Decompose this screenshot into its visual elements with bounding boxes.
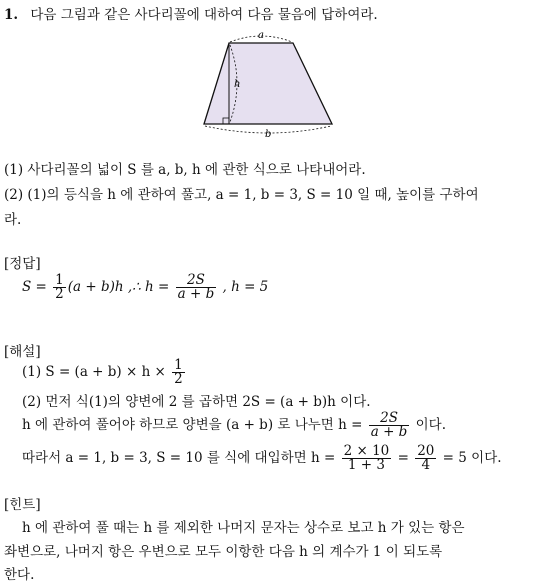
trapezoid-figure — [196, 28, 340, 140]
answer-heading: [정답] — [4, 256, 41, 272]
solution-heading: [해설] — [4, 344, 41, 360]
hint-line3: 한다. — [4, 567, 35, 583]
solution-line2: (2) 먼저 식(1)의 양변에 2 를 곱하면 2S = (a + b)h 이다. — [22, 394, 371, 410]
problem-intro: 다음 그림과 같은 사다리꼴에 대하여 다음 물음에 답하여라. — [30, 7, 378, 23]
solution-half-fraction: $\frac{1}{2}$ — [174, 357, 183, 387]
problem-number: 1. — [4, 7, 19, 23]
label-b: b — [265, 129, 272, 140]
problem-statement — [4, 6, 378, 24]
trapezoid-shape — [204, 43, 332, 124]
answer-expr2: , h = 5 — [222, 279, 269, 295]
question-1: (1) 사다리꼴의 넓이 S 를 a, b, h 에 관한 식으로 나타내어라. — [4, 162, 366, 178]
solution-line1: (1) S = (a + b) × h × $\frac{1}{2}$ — [22, 357, 183, 387]
solution-fraction-1: $\frac{2 \times 10}{1 + 3}$ — [343, 443, 390, 473]
answer-half-fraction: $\frac{1}{2}$ — [55, 272, 64, 302]
question-2-line2: 라. — [4, 212, 22, 228]
solution-fraction-2: $\frac{20}{4}$ — [417, 443, 435, 473]
solution-line4: 따라서 a = 1, b = 3, S = 10 를 식에 대입하면 h = $\frac{2 \times 10}{1 + 3}$ = $\frac{20}{4}$ = 5 이다. — [22, 443, 502, 473]
hint-heading: [힌트] — [4, 497, 41, 513]
answer-lhs: S = — [22, 279, 47, 295]
solution-line3: h 에 관하여 풀어야 하므로 양변을 (a + b) 로 나누면 h = $\frac{2S}{a + b}$ 이다. — [22, 410, 446, 440]
answer-expr1: (a + b)h ,∴ h = — [67, 279, 170, 295]
hint-line2: 좌변으로, 나머지 항은 우변으로 모두 이항한 다음 h 의 계수가 1 이 되도록 — [4, 544, 443, 560]
answer-h-fraction: $\frac{2S}{a + b}$ — [177, 272, 215, 302]
label-h: h — [234, 79, 241, 90]
label-a: a — [258, 30, 264, 41]
hint-line1: h 에 관하여 풀 때는 h 를 제외한 나머지 문자는 상수로 보고 h 가 있는 항은 — [22, 520, 465, 536]
question-2-line1: (2) (1)의 등식을 h 에 관하여 풀고, a = 1, b = 3, S = 10 일 때, 높이를 구하여 — [4, 187, 479, 203]
solution-h-fraction: $\frac{2S}{a + b}$ — [370, 410, 408, 440]
answer-formula — [22, 274, 268, 301]
